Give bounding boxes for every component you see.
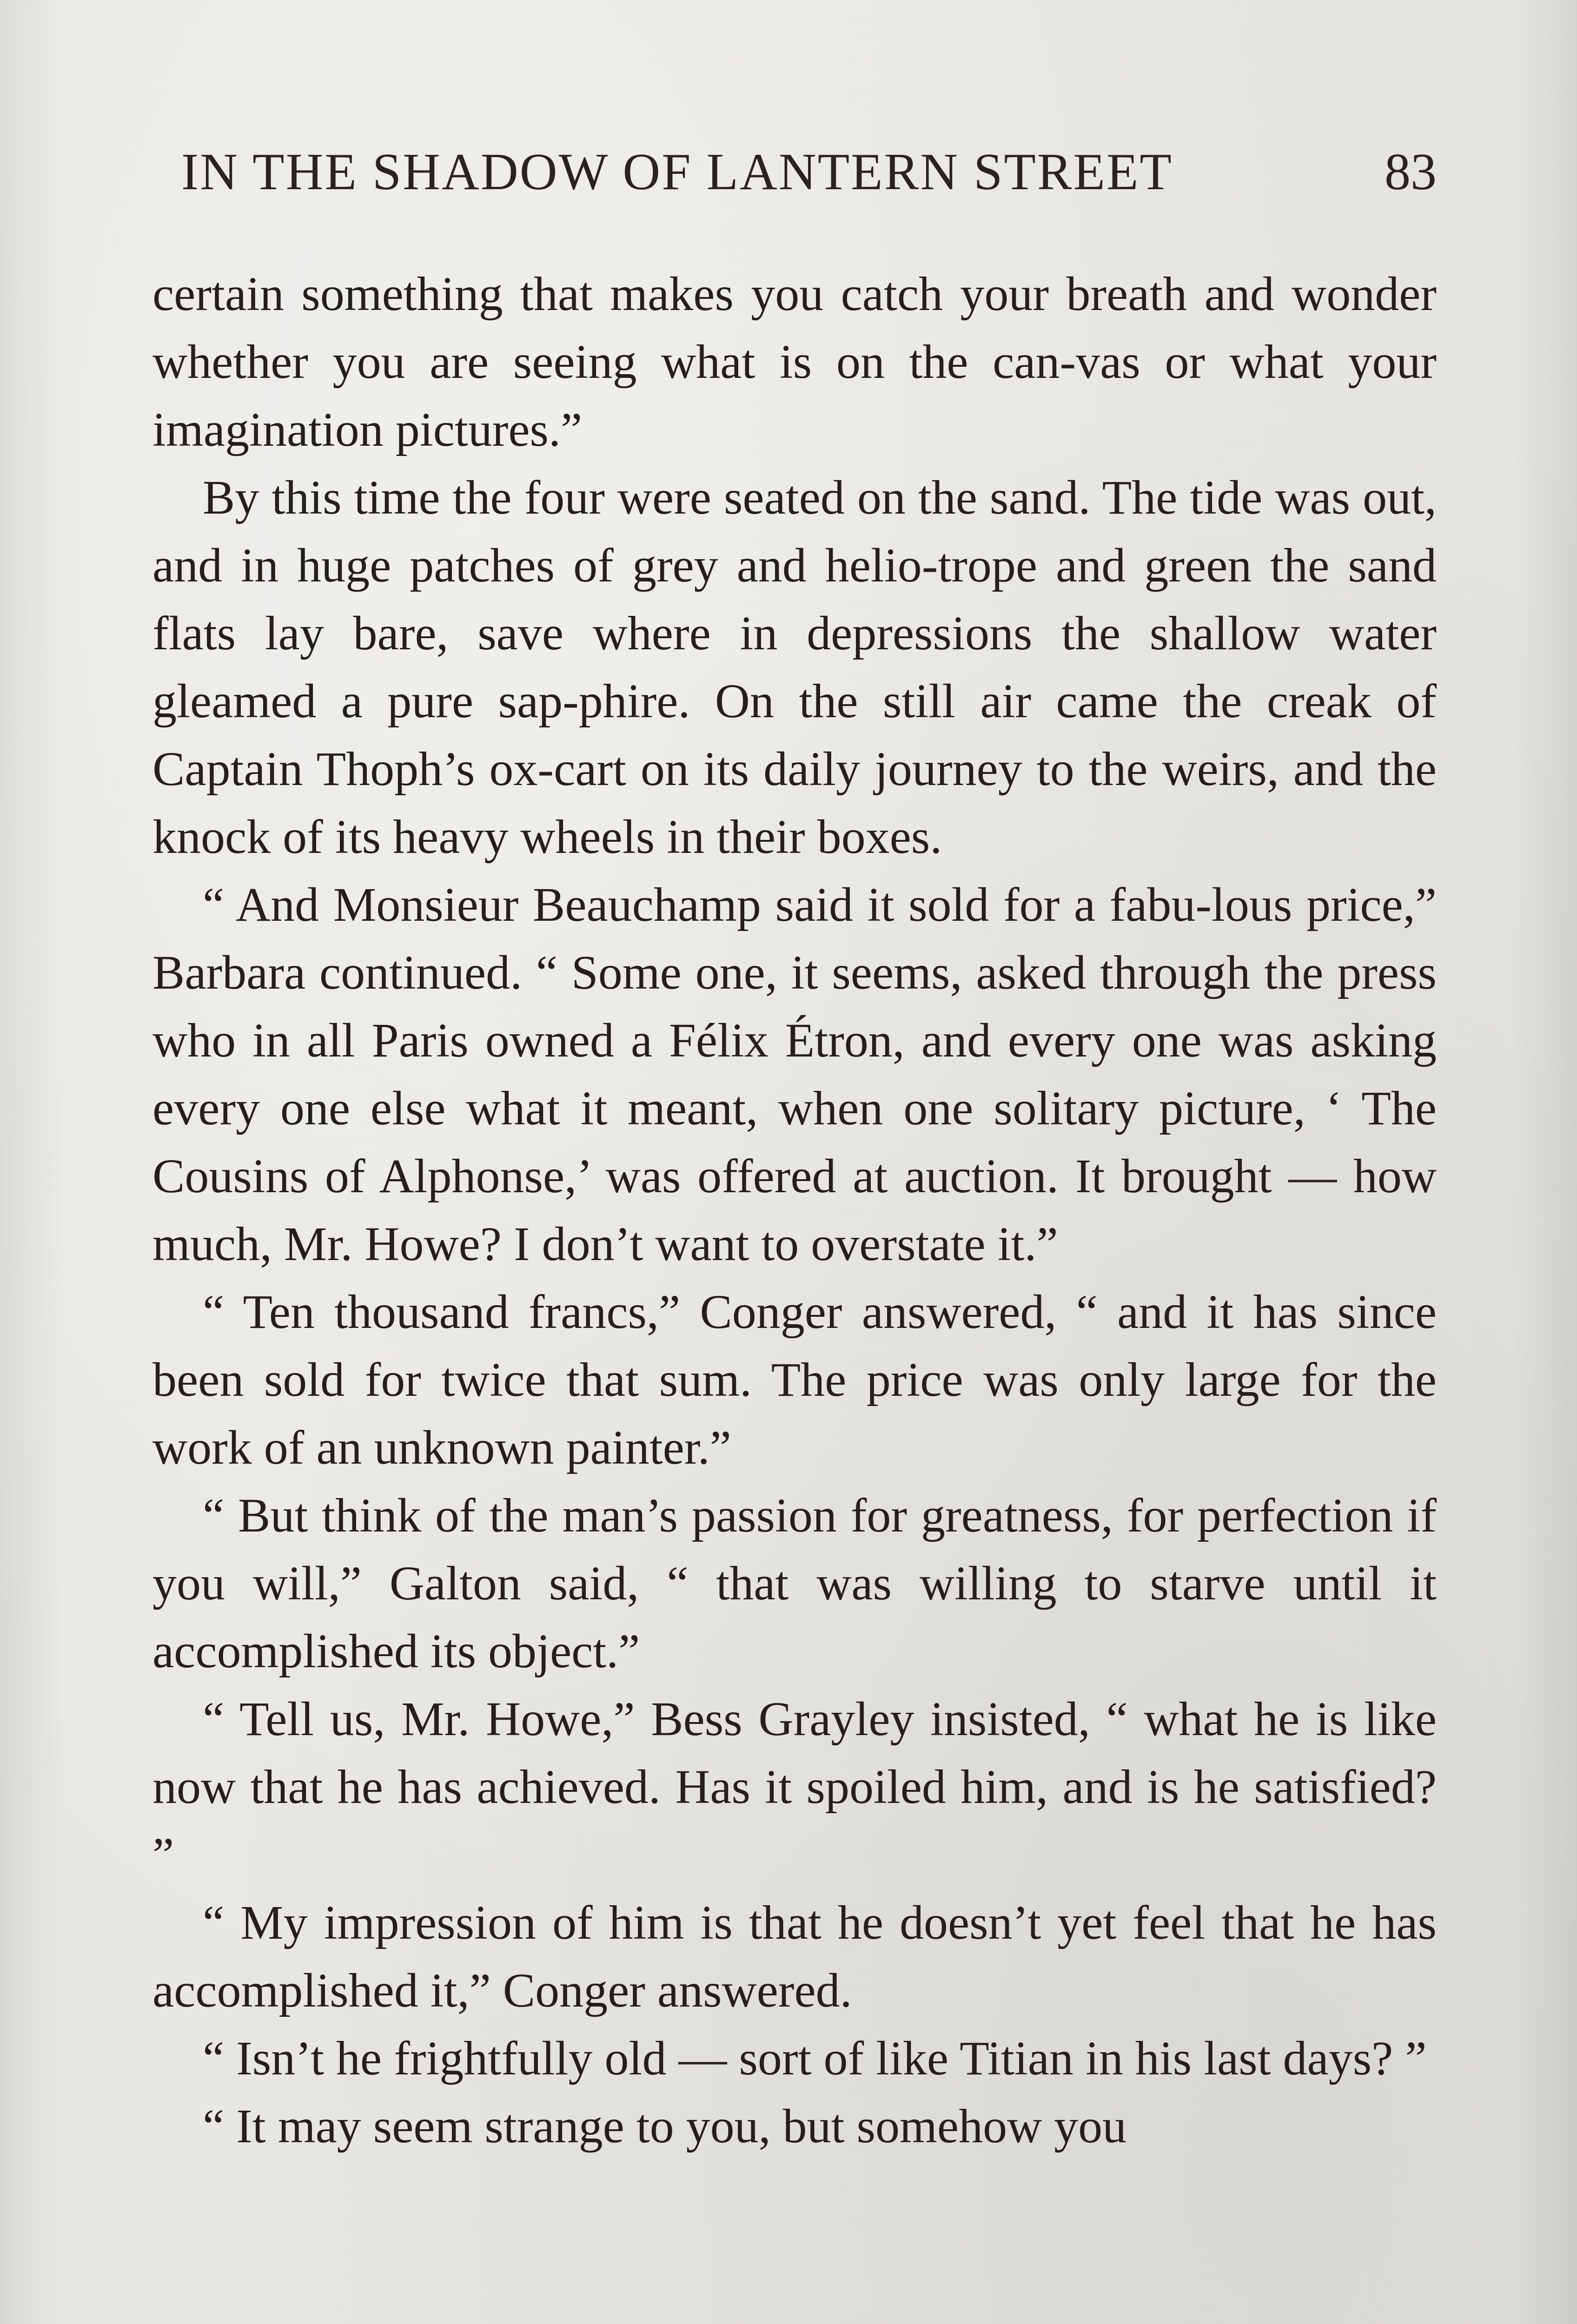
paragraph: “ Ten thousand francs,” Conger answered, “ and it has since been sold for twice that sum. The price was only large for the work of an unknown painter.” (152, 1285, 1437, 1474)
page-number: 83 (1385, 143, 1437, 201)
body-text (152, 260, 1437, 2160)
paragraph: “ Isn’t he frightfully old — sort of like Titian in his last days? ” (203, 2032, 1427, 2085)
paragraph: By this time the four were seated on the sand. The tide was out, and in huge patches of grey and helio-trope and green the sand flats lay bare, save where in depressions the shallow water gleamed a pure sap-phire. On the still air came the creak of Captain Thoph’s ox-cart on its daily journey to the weirs, and the knock of its heavy wheels in their boxes. (152, 471, 1437, 864)
paragraph: certain something that makes you catch your breath and wonder whether you are seeing what is on the can-vas or what your imagination pictures.” (152, 267, 1437, 456)
paragraph: “ My impression of him is that he doesn’t yet feel that he has accomplished it,” Conger answered. (152, 1896, 1437, 2017)
running-title: IN THE SHADOW OF LANTERN STREET (181, 143, 1173, 201)
paragraph: “ And Monsieur Beauchamp said it sold for a fabu-lous price,” Barbara continued. “ Some one, it seems, asked through the press who in all Paris owned a Félix Étron, and every one was asking every one else what it meant, when one solitary picture, ‘ The Cousins of Alphonse,’ was offered at auction. It brought — how much, Mr. Howe? I don’t want to overstate it.” (152, 878, 1437, 1271)
paragraph: “ Tell us, Mr. Howe,” Bess Grayley insisted, “ what he is like now that he has achieved. Has it spoiled him, and is he satisfied? ” (152, 1692, 1437, 1882)
paragraph: “ But think of the man’s passion for greatness, for perfection if you will,” Galton said, “ that was willing to starve until it accomplished its object.” (152, 1489, 1437, 1678)
paragraph: “ It may seem strange to you, but somehow you (203, 2100, 1127, 2153)
page-header (181, 137, 1437, 207)
